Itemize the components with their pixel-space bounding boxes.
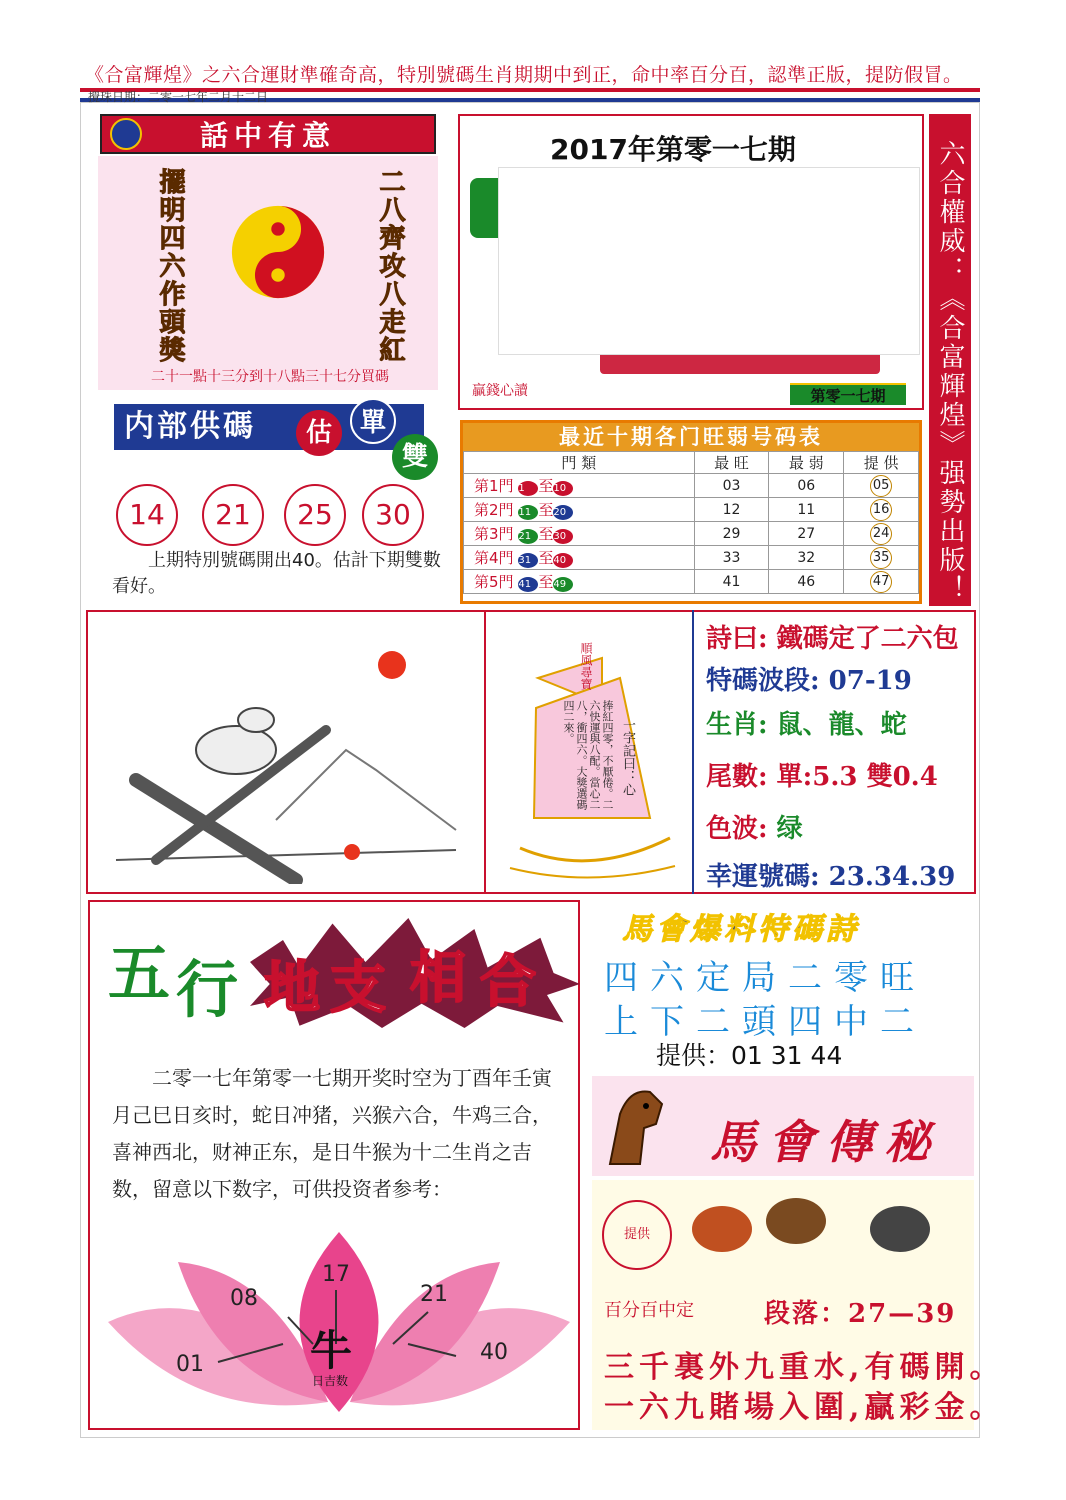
to-label: 至	[538, 549, 554, 567]
snake-icon	[766, 1198, 826, 1244]
min-cell: 32	[769, 546, 844, 570]
poem-value: 鼠、龍、蛇	[776, 710, 907, 740]
logo-icon	[110, 118, 142, 150]
col-header: 提 供	[844, 452, 919, 474]
hint-title: 話中有意	[100, 114, 436, 154]
supply-cell: 16	[870, 499, 892, 521]
provide-stamp: 提供	[602, 1200, 672, 1270]
final-line: 一六九賭場入圍,贏彩金。	[604, 1390, 1005, 1425]
lotus-number: 01	[176, 1352, 204, 1377]
supply-title: 内部供碼	[114, 404, 424, 450]
yin-yang-icon	[230, 204, 326, 300]
double-tag: 雙	[392, 434, 438, 480]
issue-tag: 第零一七期	[790, 383, 906, 405]
ball: 11	[518, 505, 538, 520]
wuxing-char: 支	[330, 955, 386, 1021]
door-label: 第1門	[474, 477, 514, 495]
ball: 10	[553, 481, 573, 496]
poem-value: 鐵碼定了二六包	[776, 624, 959, 654]
poem-label: 尾數:	[706, 762, 768, 792]
lotus-number: 40	[480, 1340, 508, 1365]
wuxing-char: 地	[264, 955, 320, 1021]
poem-label: 幸運號碼:	[706, 862, 820, 892]
table-header-row	[464, 452, 919, 474]
poem-label: 詩曰:	[706, 624, 768, 654]
to-label: 至	[538, 477, 554, 495]
ball: 49	[553, 577, 573, 592]
max-cell: 33	[694, 546, 769, 570]
to-label: 至	[538, 501, 554, 519]
door-label: 第4門	[474, 549, 514, 567]
wuxing-char: 合	[480, 949, 536, 1015]
hk-supply	[656, 1036, 842, 1072]
percent-label: 百分百中定	[604, 1300, 694, 1321]
poem-line	[706, 856, 955, 893]
min-cell: 11	[769, 498, 844, 522]
hint-right-column: 二八齊攻八走紅	[375, 168, 405, 364]
wuxing-char: 行	[176, 953, 239, 1026]
table-row	[464, 570, 919, 594]
ball: 41	[518, 577, 538, 592]
sail-flag: 順風尋寶	[579, 642, 593, 690]
segment	[764, 1293, 956, 1330]
ball: 40	[553, 553, 573, 568]
divider	[484, 610, 486, 894]
hint-left-column: 擺明四六作頭獎	[155, 168, 185, 364]
supply-cell: 24	[870, 523, 892, 545]
poem-line	[706, 618, 959, 655]
hk-poem-title: 馬會爆料特碼詩	[622, 912, 860, 947]
single-tag: 單	[350, 398, 396, 444]
door-table	[460, 420, 922, 604]
ball: 1	[518, 481, 538, 496]
to-label: 至	[538, 573, 554, 591]
supply-number: 21	[202, 484, 264, 546]
max-cell: 29	[694, 522, 769, 546]
poem-line	[706, 704, 907, 741]
poem-label: 生肖:	[706, 710, 768, 740]
wuxing-text: 二零一七年第零一七期开奖时空为丁酉年壬寅月己巳日亥时，蛇日冲猪，兴猴六合，牛鸡三合，喜神西北，财神正东，是日牛猴为十二生肖之吉数，留意以下数字，可供投资者参考：	[112, 1066, 552, 1201]
estimate-tag: 估	[296, 410, 342, 456]
supply-number: 25	[284, 484, 346, 546]
poem-label: 特碼波段:	[706, 666, 820, 696]
rat-icon	[870, 1206, 930, 1252]
lotus-number: 17	[322, 1262, 350, 1287]
horse-icon	[600, 1084, 670, 1170]
lizard-illustration	[96, 620, 476, 884]
table-row	[464, 498, 919, 522]
poem-label: 色波:	[706, 814, 768, 844]
col-header: 最 旺	[694, 452, 769, 474]
poem-line	[706, 660, 912, 697]
final-line: 三千裏外九重水,有碼開。	[604, 1350, 1005, 1385]
hk-poem-line: 四六定局二零旺	[604, 958, 926, 998]
issue-title: 2017年第零一七期	[550, 133, 796, 166]
lotus-center-sub: 日吉数	[312, 1374, 349, 1388]
ball: 21	[518, 529, 538, 544]
min-cell: 46	[769, 570, 844, 594]
supply-cell: 35	[870, 547, 892, 569]
ball: 20	[553, 505, 573, 520]
supply-number: 14	[116, 484, 178, 546]
divider	[692, 610, 694, 894]
max-cell: 12	[694, 498, 769, 522]
ball: 31	[518, 553, 538, 568]
col-header: 最 弱	[769, 452, 844, 474]
rooster-icon	[692, 1206, 752, 1252]
door-label: 第3門	[474, 525, 514, 543]
poem-value: 23.34.39	[828, 862, 956, 892]
secret-title: 馬會傳秘	[710, 1115, 942, 1169]
authority-banner: 六合權威：《合富輝煌》强勢出版！	[929, 114, 971, 606]
col-header: 門 類	[464, 452, 695, 474]
table-row	[464, 522, 919, 546]
supply-cell: 47	[870, 571, 892, 593]
lotus-number: 21	[420, 1282, 448, 1307]
hk-supply-numbers: 01 31 44	[731, 1041, 843, 1070]
to-label: 至	[538, 525, 554, 543]
poem-value: 雙0.4	[866, 762, 938, 792]
draw-date: 攪珠日期：二零一七年二月十二日	[88, 90, 269, 104]
table-row	[464, 474, 919, 498]
win-read-label: 贏錢心讀	[472, 383, 528, 399]
poem-value: 绿	[776, 814, 803, 844]
poem-line	[706, 808, 803, 845]
segment-label: 段落：	[764, 1299, 849, 1329]
max-cell: 03	[694, 474, 769, 498]
sail-verse: 捧紅四零，不厭倦。二六快運與八配。當心二八，衝四六。大獎選碼四二來。	[562, 700, 614, 810]
supply-note: 上期特別號碼開出40。估計下期雙數看好。	[112, 550, 441, 597]
wuxing-char: 相	[410, 945, 466, 1011]
lotus-center: 牛	[310, 1326, 353, 1375]
door-label: 第2門	[474, 501, 514, 519]
hk-supply-label: 提供：	[656, 1041, 732, 1070]
min-cell: 06	[769, 474, 844, 498]
lotus-number: 08	[230, 1286, 258, 1311]
max-cell: 41	[694, 570, 769, 594]
supply-number: 30	[362, 484, 424, 546]
supply-cell: 05	[870, 475, 892, 497]
min-cell: 27	[769, 522, 844, 546]
wuxing-char: 五	[108, 937, 171, 1010]
hint-footer: 二十一點十三分到十八點三十七分買碼	[151, 369, 389, 385]
door-label: 第5門	[474, 573, 514, 591]
banner-text: 《合富輝煌》之六合運財準確奇高，特別號碼生肖期期中到正，命中率百分百，認準正版，提防假冒。	[85, 64, 963, 86]
poem-value: 5.3	[812, 762, 858, 792]
table-row	[464, 546, 919, 570]
poem-line	[706, 756, 938, 793]
poem-value: 07-19	[828, 666, 912, 696]
hk-poem-line: 上下二頭四中二	[604, 1002, 926, 1042]
poem-value: 單:	[776, 762, 813, 792]
table-title: 最近十期各门旺弱号码表	[463, 423, 919, 451]
sail-verse-head: 一字記曰：心	[620, 718, 635, 796]
segment-value: 27—39	[848, 1299, 957, 1329]
ball: 30	[553, 529, 573, 544]
redacted-area	[498, 167, 920, 355]
